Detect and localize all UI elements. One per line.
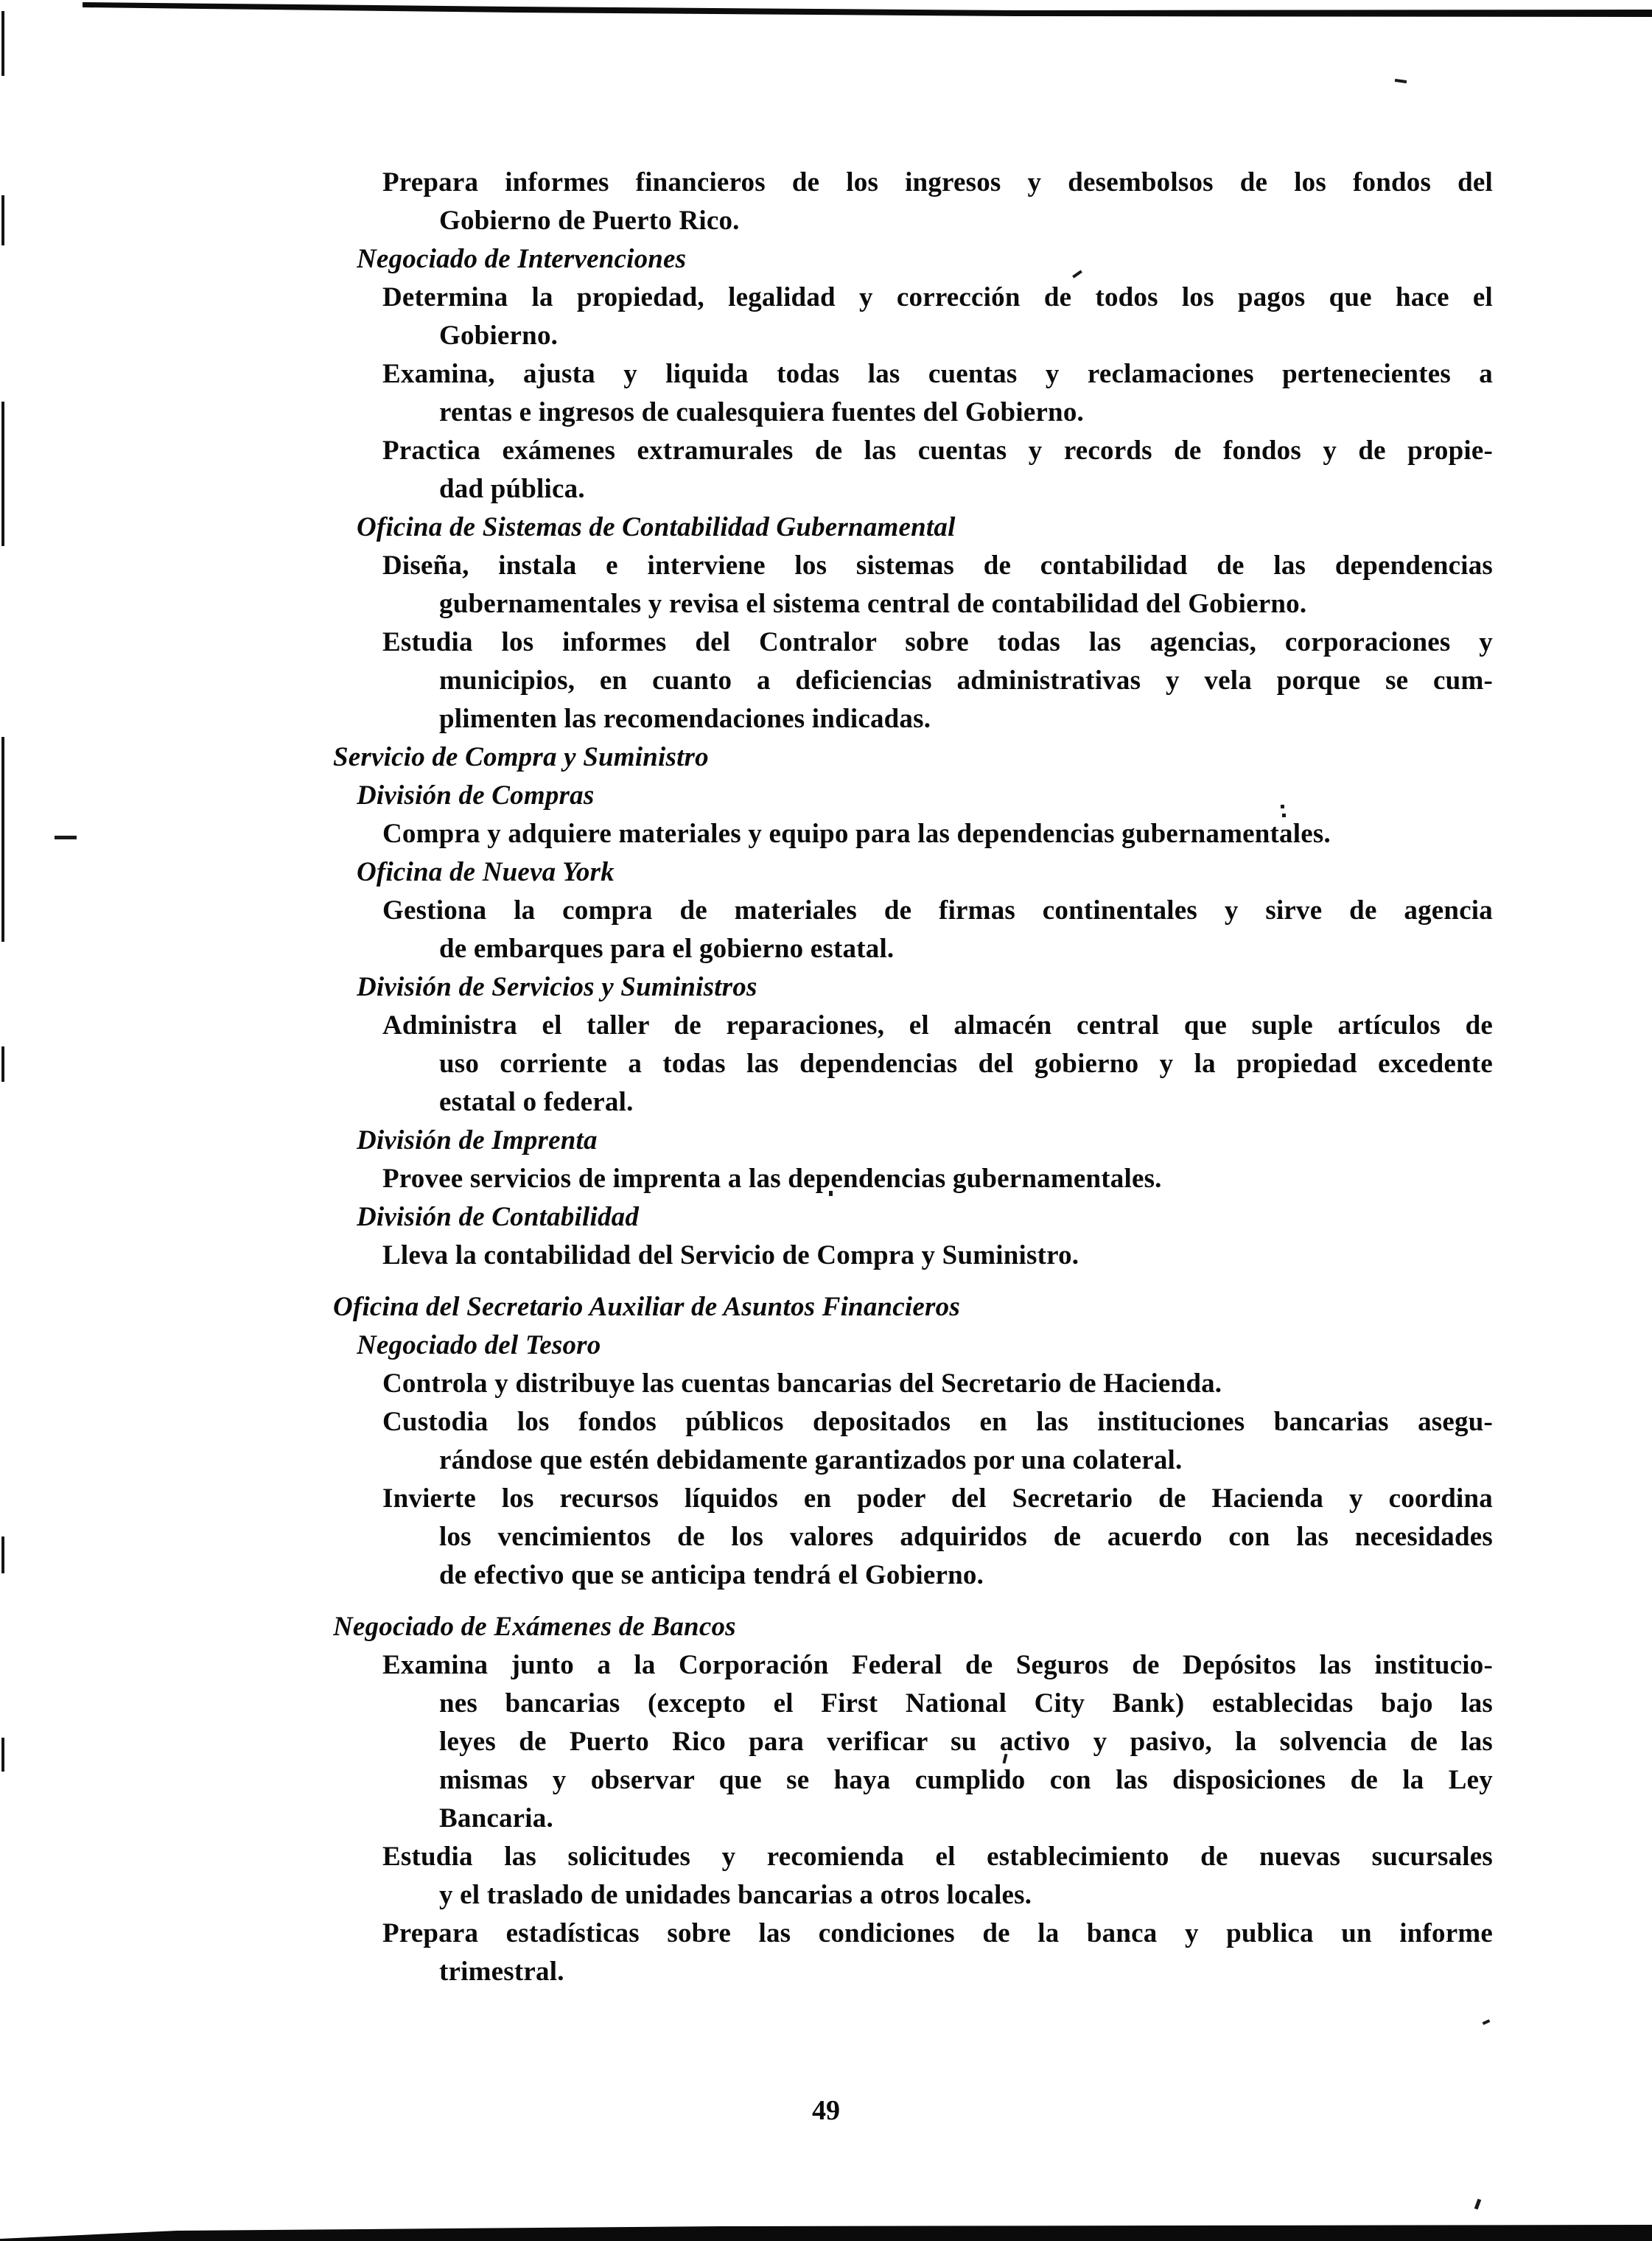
paragraph bbox=[382, 164, 1493, 240]
paragraph bbox=[382, 815, 1493, 853]
section-heading: Negociado del Tesoro bbox=[357, 1330, 601, 1360]
text-line: leyes de Puerto Rico para verificar su activo y pasivo, la solvencia de las bbox=[439, 1727, 1493, 1757]
text-line: Provee servicios de imprenta a las dependencias gubernamentales. bbox=[382, 1164, 1162, 1194]
section-heading: División de Compras bbox=[357, 780, 595, 811]
paragraph bbox=[382, 355, 1493, 432]
text-line: Invierte los recursos líquidos en poder del Secretario de Hacienda y coordina bbox=[382, 1483, 1493, 1514]
scan-artifact-comma bbox=[1474, 2199, 1481, 2210]
text-line: Bancaria. bbox=[439, 1803, 553, 1833]
section-heading: Oficina de Nueva York bbox=[357, 857, 615, 887]
text-line: Lleva la contabilidad del Servicio de Compra y Suministro. bbox=[382, 1240, 1079, 1270]
text-line: Examina, ajusta y liquida todas las cuentas y reclamaciones pertenecientes a bbox=[382, 359, 1493, 389]
text-line: uso corriente a todas las dependencias del gobierno y la propiedad excedente bbox=[439, 1049, 1493, 1079]
paragraph bbox=[382, 432, 1493, 508]
text-line: estatal o federal. bbox=[439, 1087, 634, 1117]
scan-artifact-tick bbox=[1395, 79, 1407, 83]
section-heading: Negociado de Intervenciones bbox=[357, 244, 687, 274]
text-line: Estudia los informes del Contralor sobre todas las agencias, corporaciones y bbox=[382, 627, 1493, 657]
paragraph bbox=[382, 1915, 1493, 1991]
paragraph bbox=[382, 547, 1493, 623]
left-border-segment bbox=[1, 737, 4, 942]
paragraph bbox=[382, 1403, 1493, 1480]
paragraph bbox=[382, 1365, 1493, 1403]
paragraph bbox=[382, 279, 1493, 355]
scan-artifact-dash bbox=[55, 836, 77, 839]
paragraph bbox=[382, 623, 1493, 738]
section-heading: Servicio de Compra y Suministro bbox=[333, 742, 709, 772]
section-heading: División de Imprenta bbox=[357, 1125, 598, 1156]
text-line: Compra y adquiere materiales y equipo para las dependencias gubernamentales. bbox=[382, 819, 1331, 849]
paragraph bbox=[382, 1646, 1493, 1838]
text-line: de embarques para el gobierno estatal. bbox=[439, 934, 895, 964]
section-heading: División de Servicios y Suministros bbox=[357, 972, 757, 1002]
text-line: Administra el taller de reparaciones, el almacén central que suple artículos de bbox=[382, 1010, 1493, 1041]
left-border-segment bbox=[1, 402, 4, 546]
text-line: gubernamentales y revisa el sistema central de contabilidad del Gobierno. bbox=[439, 589, 1307, 619]
text-line: Prepara estadísticas sobre las condiciones de la banca y publica un informe bbox=[382, 1918, 1493, 1948]
paragraph bbox=[382, 892, 1493, 968]
paragraph bbox=[382, 1480, 1493, 1595]
text-line: los vencimientos de los valores adquiridos de acuerdo con las necesidades bbox=[439, 1522, 1493, 1552]
page-number: 49 bbox=[812, 2095, 840, 2126]
section-heading: Oficina del Secretario Auxiliar de Asuntos Financieros bbox=[333, 1292, 960, 1322]
section-heading: División de Contabilidad bbox=[357, 1202, 640, 1232]
text-line: dad pública. bbox=[439, 474, 585, 504]
text-line: rándose que estén debidamente garantizados por una colateral. bbox=[439, 1445, 1183, 1475]
scan-artifact-comma bbox=[1483, 2019, 1491, 2025]
paragraph bbox=[382, 1838, 1493, 1915]
left-border-segment bbox=[1, 1738, 4, 1772]
left-border-segment bbox=[1, 195, 4, 245]
text-line: trimestral. bbox=[439, 1957, 564, 1987]
text-line: Diseña, instala e interviene los sistemas de contabilidad de las dependencias bbox=[382, 550, 1493, 581]
paragraph bbox=[382, 1160, 1493, 1198]
text-line: Gobierno de Puerto Rico. bbox=[439, 206, 740, 236]
text-line: Examina junto a la Corporación Federal de Seguros de Depósitos las institucio- bbox=[382, 1650, 1493, 1680]
section-heading: Oficina de Sistemas de Contabilidad Gubernamental bbox=[357, 512, 956, 542]
text-line: municipios, en cuanto a deficiencias administrativas y vela porque se cum- bbox=[439, 665, 1493, 696]
text-line: mismas y observar que se haya cumplido con las disposiciones de la Ley bbox=[439, 1765, 1493, 1795]
text-line: y el traslado de unidades bancarias a otros locales. bbox=[439, 1880, 1032, 1910]
text-line: Practica exámenes extramurales de las cuentas y records de fondos y de propie- bbox=[382, 436, 1493, 466]
text-line: Controla y distribuye las cuentas bancarias del Secretario de Hacienda. bbox=[382, 1368, 1222, 1399]
text-line: Gobierno. bbox=[439, 321, 559, 351]
text-line: Custodia los fondos públicos depositados en las instituciones bancarias asegu- bbox=[382, 1407, 1493, 1437]
text-block bbox=[333, 164, 1493, 1991]
paragraph bbox=[382, 1237, 1493, 1275]
text-line: Gestiona la compra de materiales de firmas continentales y sirve de agencia bbox=[382, 895, 1493, 926]
text-line: Estudia las solicitudes y recomienda el establecimiento de nuevas sucursales bbox=[382, 1842, 1493, 1872]
left-border-segment bbox=[1, 11, 4, 76]
left-border-segment bbox=[1, 1536, 4, 1573]
top-border-line bbox=[83, 2, 1652, 17]
text-line: Determina la propiedad, legalidad y corrección de todos los pagos que hace el bbox=[382, 282, 1493, 312]
paragraph bbox=[382, 1007, 1493, 1122]
text-line: de efectivo que se anticipa tendrá el Gobierno. bbox=[439, 1560, 984, 1590]
text-line: nes bancarias (excepto el First National City Bank) establecidas bajo las bbox=[439, 1688, 1493, 1719]
section-heading: Negociado de Exámenes de Bancos bbox=[333, 1612, 736, 1642]
text-line: rentas e ingresos de cualesquiera fuentes del Gobierno. bbox=[439, 397, 1084, 427]
text-line: Prepara informes financieros de los ingresos y desembolsos de los fondos del bbox=[382, 167, 1493, 197]
left-border-segment bbox=[1, 1046, 4, 1082]
bottom-scan-band bbox=[0, 2225, 1652, 2241]
text-line: plimenten las recomendaciones indicadas. bbox=[439, 704, 931, 734]
